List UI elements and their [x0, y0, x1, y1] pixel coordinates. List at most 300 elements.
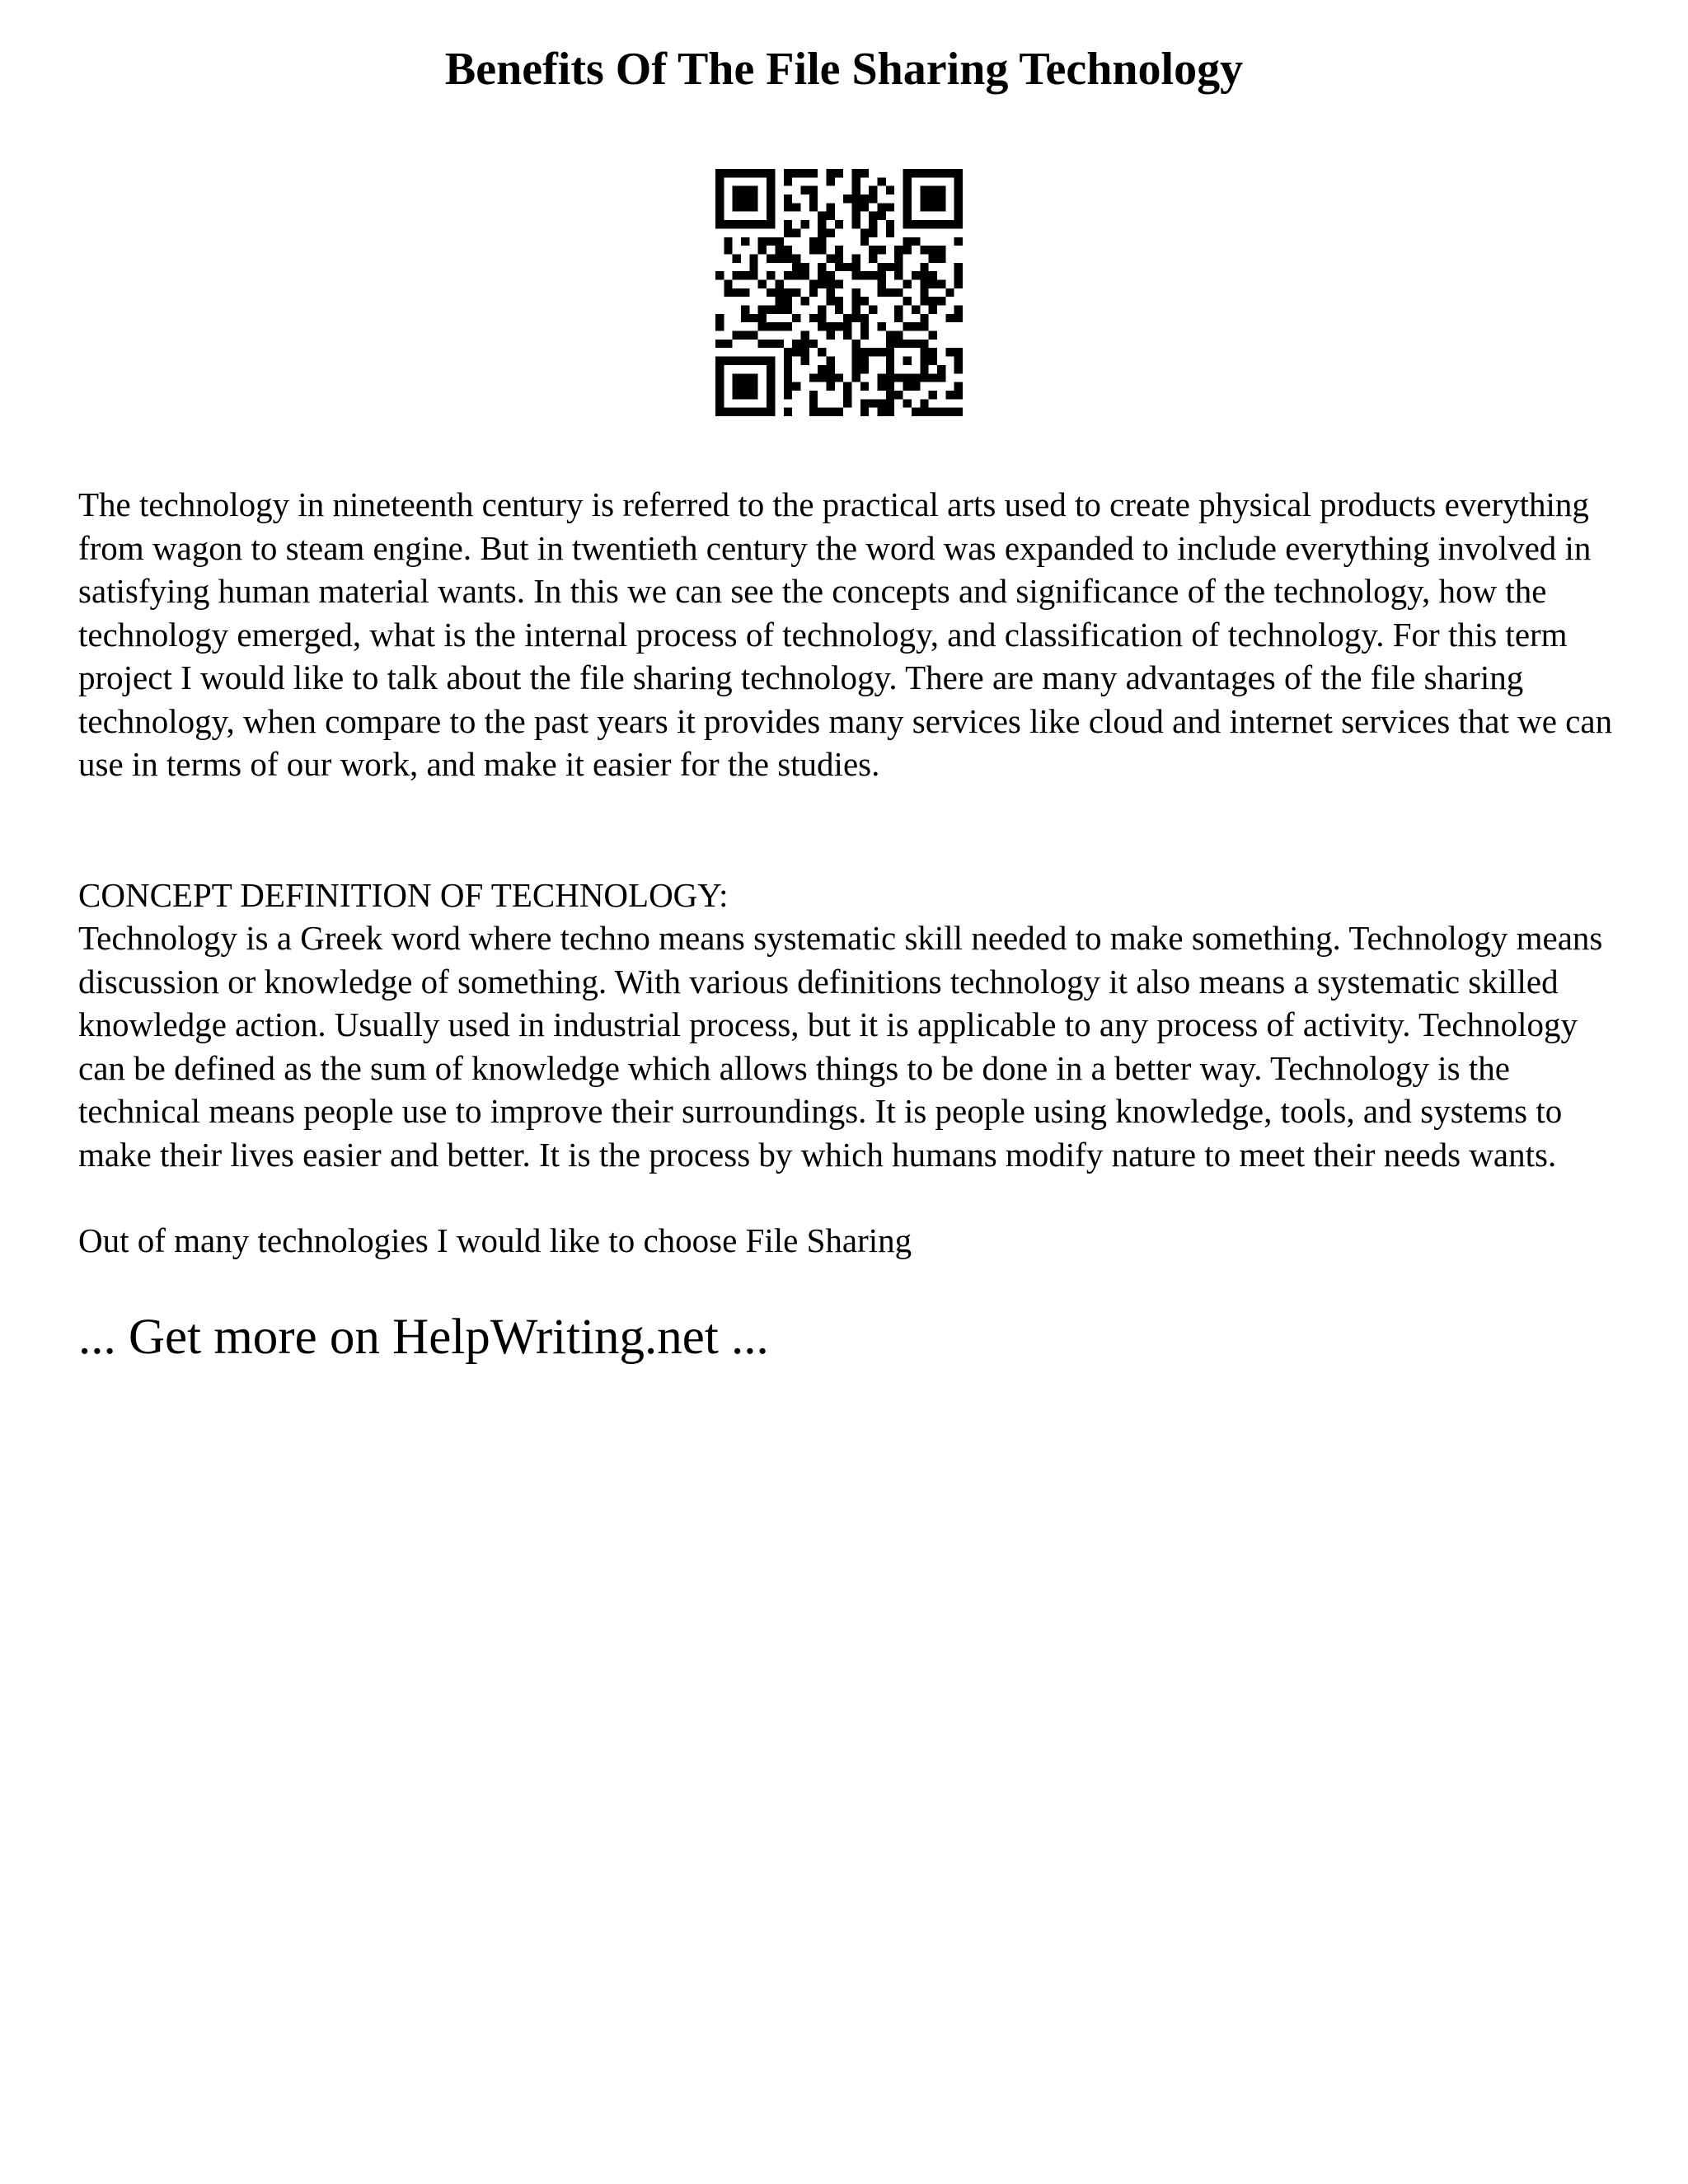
qr-module	[784, 246, 792, 254]
qr-module	[894, 340, 903, 348]
qr-module	[878, 279, 886, 288]
qr-module	[809, 314, 818, 322]
qr-module	[835, 306, 843, 314]
qr-module	[929, 306, 937, 314]
qr-module	[749, 186, 757, 194]
qr-module	[920, 348, 928, 356]
qr-module	[929, 186, 937, 194]
qr-module	[920, 271, 928, 279]
qr-module	[749, 220, 757, 228]
qr-module	[945, 408, 954, 416]
qr-module	[741, 391, 749, 399]
qr-module	[903, 177, 912, 185]
qr-module	[784, 271, 792, 279]
qr-module	[852, 340, 860, 348]
qr-module	[809, 399, 818, 407]
qr-module	[903, 194, 912, 203]
qr-module	[818, 314, 826, 322]
intro-paragraph: The technology in nineteenth century is referred to the practical arts used to create physical products everything from wagon to steam engine. But in twentieth century the word was expanded to include everything involved in satisfying human material wants. In this we can see the concepts and significance of the technology, how the technology emerged, what is the internal process of technology, and classification of technology. For this term project I would like to talk about the file sharing technology. There are many advantages of the file sharing technology, when compare to the past years it provides many services like cloud and internet services that we can use in terms of our work, and make it easier for the studies.	[78, 485, 1613, 783]
qr-module	[920, 288, 928, 297]
qr-module	[894, 288, 903, 297]
qr-module	[852, 348, 860, 356]
qr-module	[792, 382, 800, 391]
qr-module	[767, 365, 775, 373]
qr-module	[741, 314, 749, 322]
qr-module	[749, 194, 757, 203]
qr-module	[860, 348, 869, 356]
qr-module	[784, 177, 792, 185]
qr-module	[715, 373, 724, 382]
qr-module	[869, 246, 877, 254]
qr-module	[826, 212, 834, 220]
qr-module	[860, 314, 869, 322]
qr-module	[733, 382, 741, 391]
qr-module	[784, 203, 792, 211]
qr-module	[758, 314, 767, 322]
qr-module	[809, 279, 818, 288]
qr-module	[903, 279, 912, 288]
qr-module	[767, 254, 775, 262]
qr-module	[937, 246, 945, 254]
qr-module	[903, 246, 912, 254]
qr-module	[903, 399, 912, 407]
qr-module	[860, 365, 869, 373]
qr-module	[852, 169, 860, 177]
qr-module	[929, 373, 937, 382]
qr-module	[809, 288, 818, 297]
qr-module	[945, 348, 954, 356]
qr-module	[878, 399, 886, 407]
qr-module	[869, 228, 877, 237]
qr-module	[920, 279, 928, 288]
qr-module	[724, 288, 732, 297]
section-heading: CONCEPT DEFINITION OF TECHNOLOGY:	[78, 876, 729, 914]
qr-module	[860, 297, 869, 305]
qr-module	[715, 382, 724, 391]
qr-module	[860, 357, 869, 365]
qr-module	[826, 271, 834, 279]
qr-module	[886, 228, 894, 237]
qr-module	[775, 288, 783, 297]
qr-module	[903, 186, 912, 194]
qr-module	[724, 279, 732, 288]
qr-module	[792, 271, 800, 279]
qr-module	[775, 279, 783, 288]
qr-module	[749, 263, 757, 271]
qr-module	[912, 373, 920, 382]
qr-module	[724, 357, 732, 365]
qr-module	[937, 373, 945, 382]
qr-module	[775, 306, 783, 314]
qr-module	[767, 340, 775, 348]
get-more-link[interactable]: ... Get more on HelpWriting.net ...	[78, 1310, 769, 1365]
qr-module	[903, 169, 912, 177]
qr-module	[800, 348, 809, 356]
qr-module	[826, 331, 834, 340]
qr-module	[886, 348, 894, 356]
qr-module	[733, 220, 741, 228]
qr-module	[733, 391, 741, 399]
qr-module	[869, 348, 877, 356]
qr-module	[792, 203, 800, 211]
qr-module	[749, 331, 757, 340]
document-title: Benefits Of The File Sharing Technology	[444, 44, 1244, 95]
qr-module	[920, 322, 928, 330]
qr-module	[929, 348, 937, 356]
qr-module	[937, 220, 945, 228]
qr-module	[878, 271, 886, 279]
qr-module	[852, 212, 860, 220]
qr-module	[715, 391, 724, 399]
qr-module	[929, 203, 937, 211]
qr-module	[843, 391, 851, 399]
qr-module	[733, 194, 741, 203]
qr-module	[886, 399, 894, 407]
qr-module	[767, 271, 775, 279]
qr-module	[800, 297, 809, 305]
qr-module	[929, 331, 937, 340]
qr-module	[724, 246, 732, 254]
qr-module	[878, 203, 886, 211]
qr-module	[852, 263, 860, 271]
qr-module	[954, 348, 963, 356]
qr-module	[903, 382, 912, 391]
qr-module	[809, 237, 818, 246]
qr-module	[758, 220, 767, 228]
qr-module	[784, 365, 792, 373]
qr-module	[767, 186, 775, 194]
qr-module	[715, 220, 724, 228]
qr-module	[954, 314, 963, 322]
qr-module	[784, 288, 792, 297]
qr-module	[929, 391, 937, 399]
qr-module	[826, 373, 834, 382]
qr-module	[903, 322, 912, 330]
qr-module	[903, 220, 912, 228]
qr-module	[767, 306, 775, 314]
qr-module	[886, 220, 894, 228]
qr-module	[809, 203, 818, 211]
qr-module	[784, 348, 792, 356]
qr-module	[784, 408, 792, 416]
qr-module	[741, 306, 749, 314]
qr-module	[920, 263, 928, 271]
qr-module	[826, 365, 834, 373]
qr-module	[741, 331, 749, 340]
qr-module	[843, 382, 851, 391]
qr-module	[749, 254, 757, 262]
qr-module	[741, 169, 749, 177]
qr-module	[860, 331, 869, 340]
qr-module	[749, 314, 757, 322]
qr-module	[835, 246, 843, 254]
qr-module	[715, 194, 724, 203]
qr-module	[869, 399, 877, 407]
qr-module	[758, 408, 767, 416]
qr-module	[835, 322, 843, 330]
qr-module	[929, 271, 937, 279]
qr-module	[860, 271, 869, 279]
qr-module	[741, 194, 749, 203]
qr-module	[912, 322, 920, 330]
qr-module	[724, 237, 732, 246]
qr-module	[835, 254, 843, 262]
qr-module	[826, 288, 834, 297]
qr-module	[741, 203, 749, 211]
qr-module	[878, 322, 886, 330]
qr-module	[784, 382, 792, 391]
qr-module	[792, 340, 800, 348]
qr-module	[878, 288, 886, 297]
qr-module	[886, 357, 894, 365]
qr-module	[733, 288, 741, 297]
qr-module	[741, 237, 749, 246]
qr-module	[818, 271, 826, 279]
qr-module	[792, 228, 800, 237]
qr-module	[843, 399, 851, 407]
qr-module	[860, 408, 869, 416]
qr-module	[775, 297, 783, 305]
qr-module	[792, 263, 800, 271]
qr-module	[843, 194, 851, 203]
qr-module	[937, 203, 945, 211]
qr-module	[929, 279, 937, 288]
qr-module	[715, 408, 724, 416]
qr-module	[749, 203, 757, 211]
qr-module	[843, 322, 851, 330]
qr-module	[860, 203, 869, 211]
qr-module	[903, 237, 912, 246]
qr-module	[733, 186, 741, 194]
qr-module	[878, 263, 886, 271]
qr-module	[767, 237, 775, 246]
qr-module	[903, 203, 912, 211]
qr-module	[903, 340, 912, 348]
qr-module	[878, 373, 886, 382]
qr-module	[937, 297, 945, 305]
qr-module	[852, 177, 860, 185]
qr-module	[809, 373, 818, 382]
qr-module	[784, 297, 792, 305]
qr-module	[775, 322, 783, 330]
qr-module	[715, 314, 724, 322]
qr-module	[954, 271, 963, 279]
qr-module	[852, 203, 860, 211]
qr-module	[869, 254, 877, 262]
qr-module	[715, 340, 724, 348]
qr-module	[912, 271, 920, 279]
qr-module	[937, 194, 945, 203]
qr-module	[929, 408, 937, 416]
qr-module	[800, 271, 809, 279]
qr-module	[826, 382, 834, 391]
qr-module	[749, 408, 757, 416]
qr-module	[809, 246, 818, 254]
qr-module	[724, 408, 732, 416]
qr-module	[826, 322, 834, 330]
qr-module	[733, 408, 741, 416]
qr-module	[954, 237, 963, 246]
qr-module	[852, 220, 860, 228]
qr-module	[945, 391, 954, 399]
qr-module	[920, 169, 928, 177]
qr-module	[886, 391, 894, 399]
qr-module	[929, 169, 937, 177]
qr-module	[741, 357, 749, 365]
qr-module	[784, 228, 792, 237]
qr-module	[945, 314, 954, 322]
qr-module	[741, 271, 749, 279]
qr-module	[903, 297, 912, 305]
qr-module	[767, 382, 775, 391]
qr-module	[809, 340, 818, 348]
qr-module	[852, 194, 860, 203]
qr-module	[835, 373, 843, 382]
qr-module	[784, 306, 792, 314]
qr-module	[749, 373, 757, 382]
qr-module	[912, 340, 920, 348]
qr-module	[715, 186, 724, 194]
qr-module	[954, 279, 963, 288]
qr-module	[715, 357, 724, 365]
qr-module	[733, 331, 741, 340]
qr-module	[724, 340, 732, 348]
qr-module	[886, 408, 894, 416]
qr-module	[715, 177, 724, 185]
qr-module	[894, 373, 903, 382]
qr-module	[860, 228, 869, 237]
qr-module	[886, 263, 894, 271]
qr-module	[800, 263, 809, 271]
qr-module	[767, 203, 775, 211]
qr-module	[767, 169, 775, 177]
qr-module	[860, 194, 869, 203]
closing-line: Out of many technologies I would like to choose File Sharing	[78, 1221, 912, 1259]
qr-module	[860, 322, 869, 330]
qr-module	[886, 288, 894, 297]
qr-module	[826, 254, 834, 262]
qr-module	[800, 169, 809, 177]
qr-module	[852, 365, 860, 373]
qr-module	[835, 279, 843, 288]
qr-module	[878, 348, 886, 356]
qr-module	[843, 331, 851, 340]
qr-module	[749, 357, 757, 365]
qr-module	[954, 203, 963, 211]
qr-module	[826, 177, 834, 185]
qr-module	[852, 271, 860, 279]
qr-module	[929, 194, 937, 203]
qr-module	[852, 314, 860, 322]
qr-module	[860, 382, 869, 391]
qr-module	[954, 357, 963, 365]
qr-module	[937, 169, 945, 177]
qr-module	[920, 246, 928, 254]
qr-module	[767, 373, 775, 382]
qr-module	[903, 357, 912, 365]
qr-module	[741, 288, 749, 297]
qr-module	[758, 169, 767, 177]
qr-module	[715, 169, 724, 177]
qr-module	[809, 169, 818, 177]
qr-module	[852, 357, 860, 365]
qr-module	[800, 331, 809, 340]
qr-module	[886, 373, 894, 382]
qr-module	[912, 237, 920, 246]
qr-module	[792, 288, 800, 297]
qr-module	[954, 177, 963, 185]
qr-module	[920, 373, 928, 382]
qr-module	[920, 297, 928, 305]
qr-module	[878, 177, 886, 185]
qr-module	[954, 263, 963, 271]
qr-module	[852, 186, 860, 194]
qr-module	[784, 391, 792, 399]
qr-module	[826, 408, 834, 416]
qr-module	[937, 365, 945, 373]
qr-module	[818, 348, 826, 356]
qr-module	[784, 322, 792, 330]
qr-module	[903, 373, 912, 382]
qr-module	[894, 331, 903, 340]
qr-module	[800, 340, 809, 348]
qr-module	[920, 357, 928, 365]
qr-module	[784, 220, 792, 228]
qr-module	[784, 373, 792, 382]
qr-module	[954, 408, 963, 416]
qr-module	[937, 254, 945, 262]
qr-module	[818, 306, 826, 314]
qr-module	[809, 391, 818, 399]
qr-module	[818, 322, 826, 330]
qr-module	[894, 254, 903, 262]
qr-module	[818, 220, 826, 228]
qr-module	[937, 279, 945, 288]
qr-module	[818, 408, 826, 416]
qr-module	[835, 263, 843, 271]
qr-module	[860, 399, 869, 407]
qr-module	[920, 194, 928, 203]
qr-module	[800, 186, 809, 194]
qr-module	[826, 297, 834, 305]
qr-module	[886, 203, 894, 211]
qr-module	[741, 186, 749, 194]
qr-module	[929, 357, 937, 365]
qr-module	[741, 220, 749, 228]
qr-module	[894, 314, 903, 322]
qr-module	[869, 212, 877, 220]
qr-module	[886, 331, 894, 340]
qr-module	[767, 194, 775, 203]
qr-module	[886, 365, 894, 373]
qr-module	[835, 297, 843, 305]
qr-module	[954, 306, 963, 314]
qr-module	[784, 254, 792, 262]
qr-module	[749, 271, 757, 279]
qr-module	[852, 306, 860, 314]
qr-module	[826, 279, 834, 288]
qr-module	[758, 306, 767, 314]
qr-module	[767, 357, 775, 365]
qr-module	[775, 254, 783, 262]
qr-module	[894, 391, 903, 399]
qr-module	[843, 314, 851, 322]
qr-module	[869, 220, 877, 228]
qr-module	[767, 408, 775, 416]
qr-module	[826, 357, 834, 365]
qr-module	[784, 169, 792, 177]
qr-module	[775, 340, 783, 348]
